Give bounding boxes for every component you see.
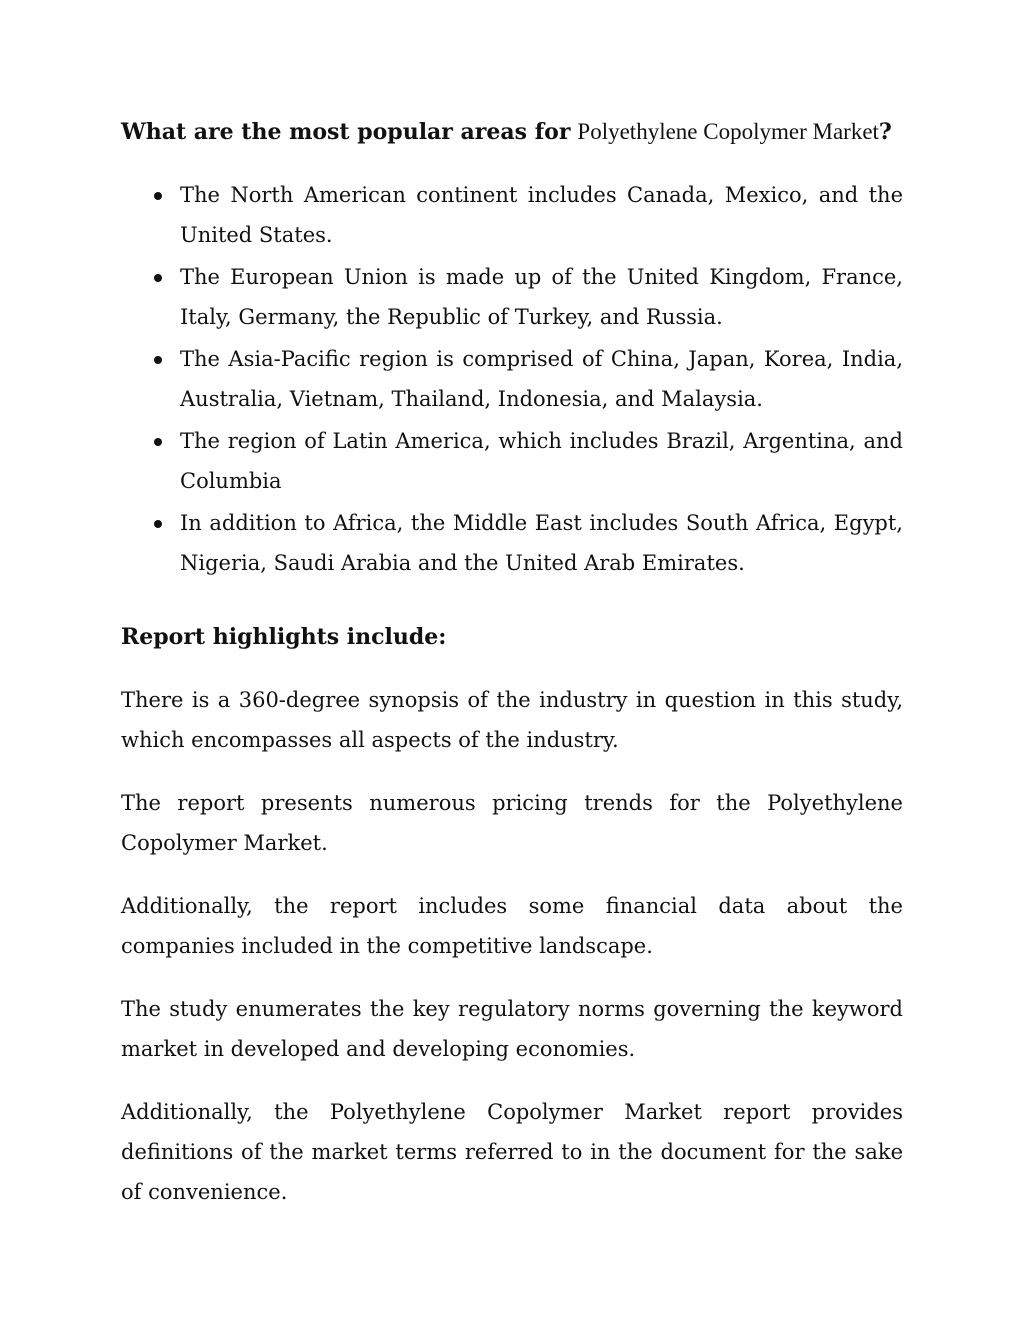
- bullet-icon: [154, 438, 162, 446]
- highlight-paragraph: The report presents numerous pricing trends for the Polyethylene Copolymer Market.: [121, 791, 903, 855]
- bullet-icon: [154, 192, 162, 200]
- list-item: [121, 175, 903, 255]
- list-item: [121, 421, 903, 501]
- document-page: [121, 112, 903, 1212]
- highlight-paragraph: The study enumerates the key regulatory norms governing the keyword market in developed and developing economies.: [121, 997, 903, 1061]
- list-item: [121, 339, 903, 419]
- list-item-text: The Asia-Pacific region is comprised of China, Japan, Korea, India, Australia, Vietnam, Thailand, Indonesia, and Malaysia.: [180, 347, 903, 411]
- highlight-paragraph: Additionally, the Polyethylene Copolymer Market report provides definitions of the market terms referred to in the document for the sake of convenience.: [121, 1100, 903, 1204]
- list-item: [121, 257, 903, 337]
- heading-question-text: What are the most popular areas for: [121, 119, 571, 145]
- list-item: [121, 503, 903, 583]
- regions-list: [121, 175, 903, 583]
- list-item-text: The European Union is made up of the United Kingdom, France, Italy, Germany, the Republic of Turkey, and Russia.: [180, 265, 903, 329]
- heading-market-name: Polyethylene Copolymer Market: [577, 119, 879, 144]
- list-item-text: The region of Latin America, which includes Brazil, Argentina, and Columbia: [180, 429, 903, 493]
- heading-question-mark: ?: [878, 119, 892, 145]
- list-item-text: In addition to Africa, the Middle East includes South Africa, Egypt, Nigeria, Saudi Arabia and the United Arab Emirates.: [180, 511, 903, 575]
- bullet-icon: [154, 274, 162, 282]
- list-item-text: The North American continent includes Canada, Mexico, and the United States.: [180, 183, 903, 247]
- highlights-heading: Report highlights include:: [121, 624, 447, 650]
- highlight-paragraph: Additionally, the report includes some financial data about the companies included in the competitive landscape.: [121, 894, 903, 958]
- regions-heading: [121, 112, 903, 153]
- highlight-paragraph: There is a 360-degree synopsis of the industry in question in this study, which encompasses all aspects of the industry.: [121, 688, 903, 752]
- bullet-icon: [154, 356, 162, 364]
- bullet-icon: [154, 520, 162, 528]
